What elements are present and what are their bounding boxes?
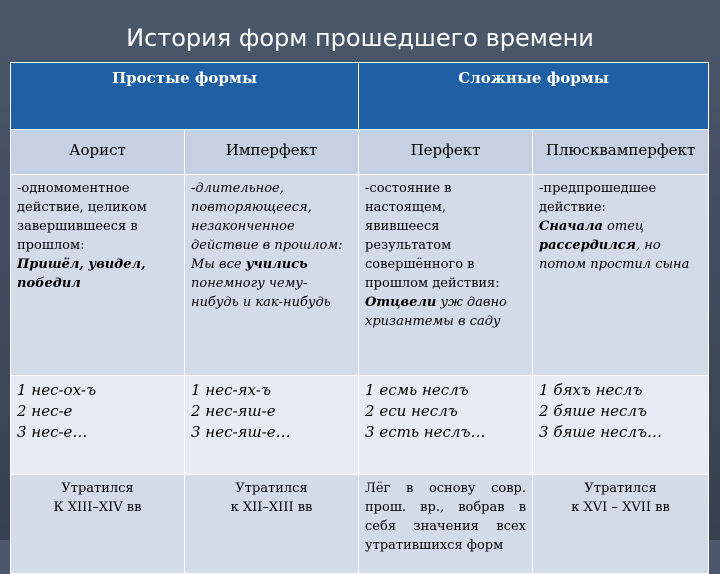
group-header-row: [11, 63, 709, 130]
fate-line: К XIII–XIV вв: [53, 500, 142, 515]
fate-line: к XVI – XVII вв: [571, 500, 670, 515]
forms-aorist: [11, 376, 185, 475]
meaning-line: -предпрошедшее: [539, 181, 657, 196]
fate-row: [11, 475, 709, 574]
fate-line: Утратился: [584, 481, 657, 496]
fate-line: Утратился: [61, 481, 134, 496]
example-text: отец: [602, 219, 644, 234]
meaning-line: прошлом:: [17, 238, 85, 253]
col-perfect: Перфект: [359, 130, 533, 175]
form-line: 3 бяше неслъ…: [539, 423, 662, 441]
meaning-line: настоящем,: [365, 200, 446, 215]
form-line: 1 есмь неслъ: [365, 381, 469, 399]
meaning-line: прошлом действия:: [365, 276, 500, 291]
form-line: 2 еси неслъ: [365, 402, 458, 420]
form-line: 1 нес-ях-ъ: [191, 381, 271, 399]
forms-perfect: [359, 376, 533, 475]
example-text: понемногу чему-нибудь и как-нибудь: [191, 276, 331, 310]
meaning-row: [11, 175, 709, 376]
meaning-pluperfect: [533, 175, 709, 376]
form-line: 2 нес-яш-е: [191, 402, 276, 420]
group-simple-forms: Простые формы: [11, 63, 359, 130]
col-pluperfect: Плюсквамперфект: [533, 130, 709, 175]
form-line: 1 бяхъ неслъ: [539, 381, 643, 399]
fate-line: к XII–XIII вв: [230, 500, 313, 515]
col-imperfect: Имперфект: [185, 130, 359, 175]
column-header-row: [11, 130, 709, 175]
meaning-imperfect: [185, 175, 359, 376]
past-tense-table: [10, 62, 709, 574]
fate-pluperfect: [533, 475, 709, 574]
fate-perfect: Лёг в основу совр. прош. вр., вобрав в себя значения всех утратившихся форм: [359, 475, 533, 574]
meaning-line: -одномоментное: [17, 181, 130, 196]
example-bold: учились: [245, 257, 308, 272]
fate-imperfect: [185, 475, 359, 574]
meaning-line: -длительное,: [191, 181, 284, 196]
forms-imperfect: [185, 376, 359, 475]
meaning-line: действие, целиком: [17, 200, 147, 215]
group-complex-forms: Сложные формы: [359, 63, 709, 130]
form-line: 3 есть неслъ…: [365, 423, 486, 441]
forms-pluperfect: [533, 376, 709, 475]
meaning-line: совершённого в: [365, 257, 475, 272]
form-line: 1 нес-ох-ъ: [17, 381, 97, 399]
example-bold: Отцвели: [365, 295, 437, 310]
example-text: уж давно хризантемы в саду: [365, 295, 507, 329]
fate-line: Утратился: [235, 481, 308, 496]
meaning-line: незаконченное: [191, 219, 295, 234]
example-text: Мы все: [191, 257, 246, 272]
meaning-line: -состояние в: [365, 181, 452, 196]
meaning-line: завершившееся в: [17, 219, 138, 234]
forms-row: [11, 376, 709, 475]
form-line: 2 нес-е: [17, 402, 73, 420]
example-text: Пришёл, увидел, победил: [17, 257, 146, 291]
example-bold: Сначала: [539, 219, 603, 234]
meaning-line: действие:: [539, 200, 606, 215]
meaning-line: явившееся: [365, 219, 440, 234]
form-line: 2 бяше неслъ: [539, 402, 647, 420]
meaning-line: повторяющееся,: [191, 200, 312, 215]
meaning-perfect: [359, 175, 533, 376]
meaning-line: результатом: [365, 238, 452, 253]
form-line: 3 нес-е…: [17, 423, 88, 441]
example-text: , но потом простил сына: [539, 238, 690, 272]
col-aorist: Аорист: [11, 130, 185, 175]
fate-aorist: [11, 475, 185, 574]
example-bold: рассердился: [539, 238, 636, 253]
slide-title: История форм прошедшего времени: [126, 24, 594, 52]
meaning-aorist: [11, 175, 185, 376]
meaning-line: действие в прошлом:: [191, 238, 343, 253]
form-line: 3 нес-яш-е…: [191, 423, 291, 441]
